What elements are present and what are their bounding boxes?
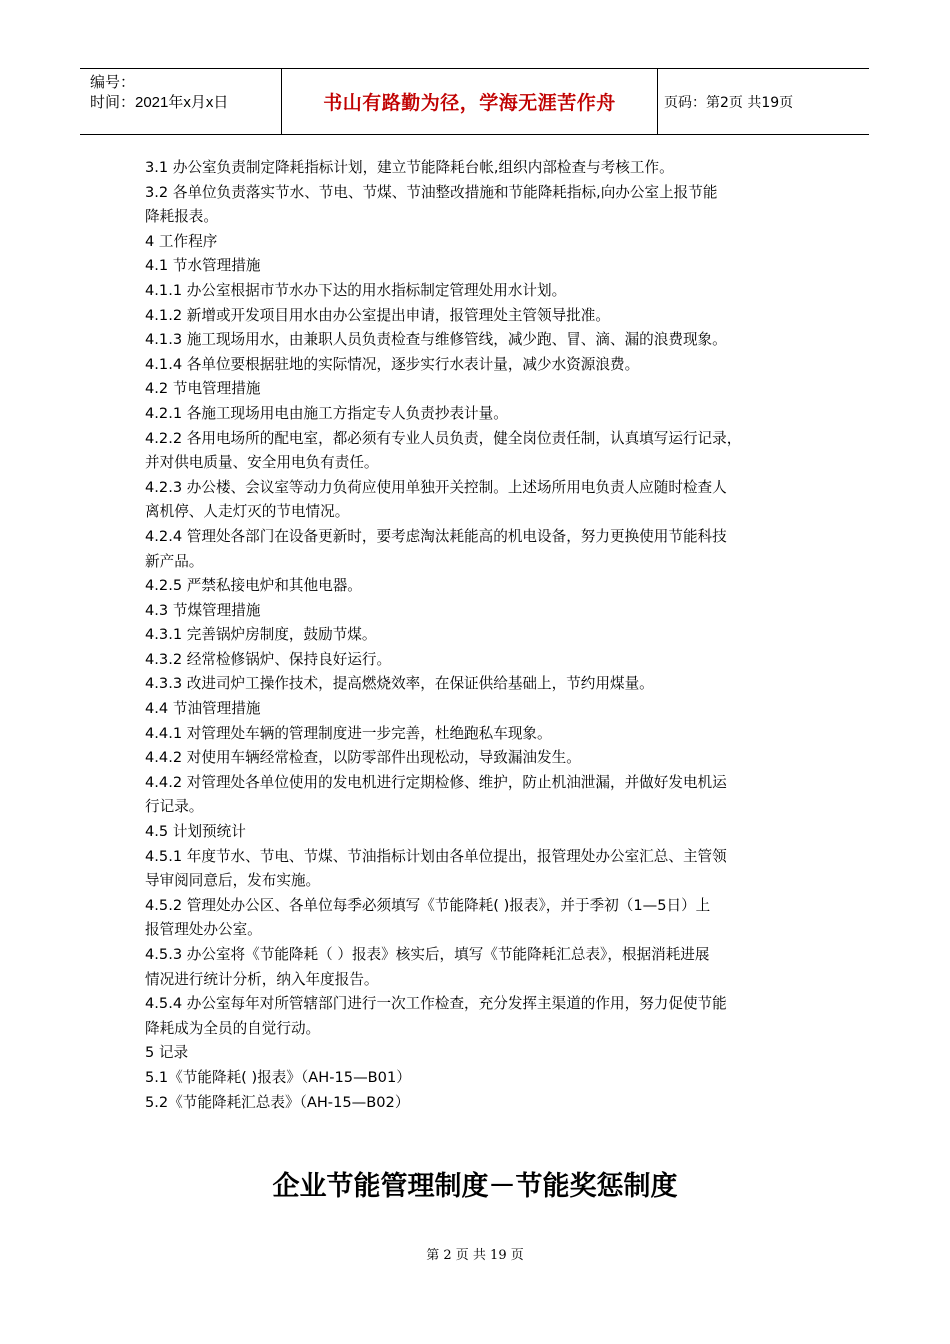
body-line: 导审阅同意后，发布实施。 bbox=[145, 872, 321, 890]
header-page-info: 页码：第2页 共19页 bbox=[664, 94, 794, 111]
body-line: 3.2 各单位负责落实节水、节电、节煤、节油整改措施和节能降耗指标,向办公室上报节能 bbox=[145, 183, 718, 201]
body-line: 4.3.3 改进司炉工操作技术，提高燃烧效率，在保证供给基础上，节约用煤量。 bbox=[145, 675, 654, 693]
body-line: 降耗成为全员的自觉行动。 bbox=[145, 1019, 321, 1037]
document-body bbox=[145, 156, 825, 1115]
body-line: 行记录。 bbox=[145, 798, 204, 816]
body-line: 4.2.5 严禁私接电炉和其他电器。 bbox=[145, 577, 362, 595]
body-line: 4.3 节煤管理措施 bbox=[145, 601, 261, 619]
document-date: 时间：2021年x月x日 bbox=[90, 94, 229, 111]
body-line: 情况进行统计分析，纳入年度报告。 bbox=[145, 970, 379, 988]
body-line: 4.4.2 对使用车辆经常检查，以防零部件出现松动，导致漏油发生。 bbox=[145, 749, 581, 767]
body-line: 新产品。 bbox=[145, 552, 204, 570]
body-line: 报管理处办公室。 bbox=[145, 921, 262, 939]
body-line: 4.5.1 年度节水、节电、节煤、节油指标计划由各单位提出，报管理处办公室汇总、主管领 bbox=[145, 847, 727, 865]
header-motto-cell bbox=[282, 69, 658, 134]
body-line: 4.2 节电管理措施 bbox=[145, 380, 261, 398]
body-line: 4.2.4 管理处各部门在设备更新时，要考虑淘汰耗能高的机电设备，努力更换使用节能科技 bbox=[145, 527, 727, 545]
body-line: 4 工作程序 bbox=[145, 232, 218, 250]
body-line: 降耗报表。 bbox=[145, 208, 218, 226]
header-meta bbox=[80, 69, 282, 134]
page-header bbox=[80, 68, 869, 135]
document-number-label: 编号： bbox=[90, 74, 136, 91]
body-line: 5 记录 bbox=[145, 1044, 189, 1062]
body-line: 4.1.1 办公室根据市节水办下达的用水指标制定管理处用水计划。 bbox=[145, 281, 567, 299]
body-line: 4.5.2 管理处办公区、各单位每季必须填写《节能降耗( )报表》，并于季初（1—5日）上 bbox=[145, 896, 711, 914]
body-line: 4.1.4 各单位要根据驻地的实际情况，逐步实行水表计量，减少水资源浪费。 bbox=[145, 355, 640, 373]
body-line: 4.1 节水管理措施 bbox=[145, 257, 261, 275]
page-footer: 第 2 页 共 19 页 bbox=[426, 1248, 524, 1263]
body-line: 4.3.2 经常检修锅炉、保持良好运行。 bbox=[145, 650, 392, 668]
body-line: 5.2《节能降耗汇总表》（AH-15—B02） bbox=[145, 1093, 410, 1111]
body-line: 4.4.1 对管理处车辆的管理制度进一步完善，杜绝跑私车现象。 bbox=[145, 724, 552, 742]
body-line: 4.2.2 各用电场所的配电室，都必须有专业人员负责，健全岗位责任制，认真填写运行记录， bbox=[145, 429, 742, 447]
body-line: 4.5 计划预统计 bbox=[145, 823, 246, 841]
body-line: 4.5.4 办公室每年对所管辖部门进行一次工作检查，充分发挥主渠道的作用，努力促使节能 bbox=[145, 995, 727, 1013]
body-line: 3.1 办公室负责制定降耗指标计划，建立节能降耗台帐,组织内部检查与考核工作。 bbox=[145, 159, 674, 176]
header-page-info-cell bbox=[658, 69, 869, 134]
body-line: 并对供电质量、安全用电负有责任。 bbox=[145, 454, 379, 472]
body-line: 5.1《节能降耗( )报表》（AH-15—B01） bbox=[145, 1068, 411, 1086]
body-line: 4.3.1 完善锅炉房制度，鼓励节煤。 bbox=[145, 626, 377, 644]
body-line: 4.4.2 对管理处各单位使用的发电机进行定期检修、维护，防止机油泄漏，并做好发电机运 bbox=[145, 773, 727, 791]
body-line: 离机停、人走灯灭的节电情况。 bbox=[145, 503, 350, 521]
body-line: 4.2.1 各施工现场用电由施工方指定专人负责抄表计量。 bbox=[145, 404, 508, 422]
body-line: 4.2.3 办公楼、会议室等动力负荷应使用单独开关控制。上述场所用电负责人应随时检查人 bbox=[145, 478, 727, 496]
body-line: 4.1.2 新增或开发项目用水由办公室提出申请，报管理处主管领导批准。 bbox=[145, 306, 610, 324]
body-line: 4.4 节油管理措施 bbox=[145, 700, 261, 718]
section-title: 企业节能管理制度－节能奖惩制度 bbox=[272, 1171, 678, 1202]
body-line: 4.1.3 施工现场用水，由兼职人员负责检查与维修管线，减少跑、冒、滴、漏的浪费现象。 bbox=[145, 331, 727, 349]
header-motto: 书山有路勤为径，学海无涯苦作舟 bbox=[323, 92, 616, 114]
body-line: 4.5.3 办公室将《节能降耗（ ）报表》核实后，填写《节能降耗汇总表》，根据消耗进展 bbox=[145, 946, 710, 963]
